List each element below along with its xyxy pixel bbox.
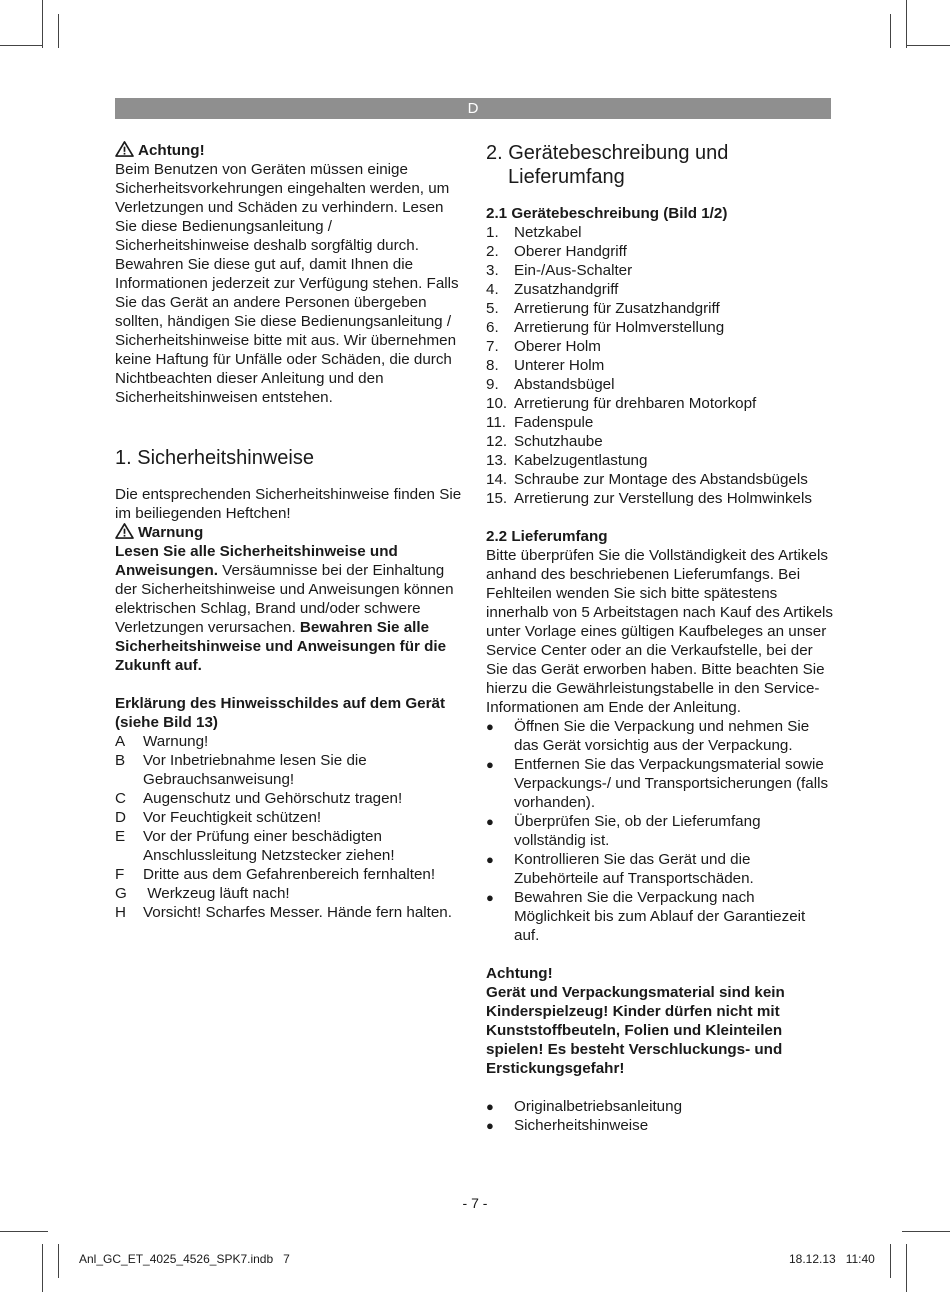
- crop-mark: [902, 1231, 950, 1232]
- bullet-icon: ●: [486, 1118, 494, 1133]
- list-item: 3. Ein-/Aus-Schalter: [486, 262, 633, 279]
- list-item: C Augenschutz und Gehörschutz tragen!: [115, 790, 403, 807]
- list-item: 11. Fadenspule: [486, 414, 594, 431]
- list-item: 1. Netzkabel: [486, 224, 582, 241]
- list-item: 9. Abstandsbügel: [486, 376, 615, 393]
- crop-mark: [906, 0, 907, 48]
- list-item: A Warnung!: [115, 733, 209, 750]
- language-header-bar: [115, 98, 831, 119]
- included-items-list: [486, 1097, 834, 1135]
- left-column: [115, 141, 463, 922]
- list-item: ● Bewahren Sie die Verpackung nach Möglichkeit bis zum Ablauf der Garantiezeit auf.: [486, 889, 806, 944]
- crop-mark: [0, 45, 42, 46]
- unpacking-steps-list: [486, 717, 834, 945]
- list-item: 4. Zusatzhandgriff: [486, 281, 619, 298]
- bullet-icon: ●: [486, 719, 494, 734]
- list-item: ● Originalbetriebsanleitung: [486, 1098, 683, 1115]
- crop-mark: [58, 1244, 59, 1278]
- warnung-heading: [115, 523, 463, 542]
- crop-mark: [890, 14, 891, 48]
- list-item: B Vor Inbetriebnahme lesen Sie die Gebrauchsanweisung!: [115, 752, 367, 788]
- list-item: 15. Arretierung zur Verstellung des Holmwinkels: [486, 490, 812, 507]
- warnung-bold-lead: Lesen Sie alle Sicherheitshinweise und Anweisungen.: [115, 543, 398, 579]
- achtung-title: Achtung!: [138, 142, 205, 159]
- crop-mark: [0, 1231, 48, 1232]
- sign-explanation-list: [115, 732, 463, 922]
- file-slug: Anl_GC_ET_4025_4526_SPK7.indb 7: [79, 1252, 290, 1266]
- section1-title: 1. Sicherheitshinweise: [115, 447, 314, 469]
- warnung-bold-tail: Bewahren Sie alle Sicherheitshinweise und Anweisungen für die Zukunft auf.: [115, 619, 447, 674]
- caution-title: Achtung!: [486, 965, 553, 982]
- crop-mark: [890, 1244, 891, 1278]
- print-timestamp: 18.12.13 11:40: [789, 1252, 875, 1266]
- section2-title: 2. Gerätebeschreibung und Lieferumfang: [486, 142, 729, 188]
- warnung-paragraph: [115, 542, 463, 675]
- list-item: E Vor der Prüfung einer beschädigten Anschlussleitung Netzstecker ziehen!: [115, 828, 395, 864]
- list-item: ● Überprüfen Sie, ob der Lieferumfang vollständig ist.: [486, 813, 761, 849]
- list-item: D Vor Feuchtigkeit schützen!: [115, 809, 322, 826]
- crop-mark: [42, 0, 43, 48]
- parts-list: [486, 223, 834, 508]
- language-code: D: [467, 100, 479, 117]
- list-item: 2. Oberer Handgriff: [486, 243, 627, 260]
- list-item: 12. Schutzhaube: [486, 433, 603, 450]
- warning-triangle-icon: [115, 141, 134, 157]
- bullet-icon: ●: [486, 1099, 494, 1114]
- list-item: G Werkzeug läuft nach!: [115, 885, 290, 902]
- crop-mark: [906, 1244, 907, 1292]
- list-item: ● Entfernen Sie das Verpackungsmaterial sowie Verpackungs-/ und Transportsicherungen (falls vorhanden).: [486, 756, 829, 811]
- right-column: [486, 141, 834, 1135]
- list-item: 6. Arretierung für Holmverstellung: [486, 319, 725, 336]
- sub22-text: Bitte überprüfen Sie die Vollständigkeit des Artikels anhand des beschriebenen Lieferumfangs. Bei Fehlteilen wenden Sie sich bitte spätestens innerhalb von 5 Arbeitstagen nach Kauf des Artikels unter Vorlage eines gültigen Kaufbeleges an unser Service Center oder an die Verkaufstelle, bei der Sie das Gerät erworben haben. Bitte beachten Sie hierzu die Gewährleistungstabelle in den Service-Informationen am Ende der Anleitung.: [486, 547, 834, 716]
- bullet-icon: ●: [486, 852, 494, 867]
- warnung-title: Warnung: [138, 524, 204, 541]
- warnung-text: Versäumnisse bei der Einhaltung der Sicherheitshinweise und Anweisungen können elektrischen Schlag, Brand und/oder schwere Verletzungen verursachen.: [115, 562, 454, 636]
- bullet-icon: ●: [486, 757, 494, 772]
- achtung-heading: [115, 141, 463, 160]
- page-number: - 7 -: [462, 1195, 488, 1211]
- bullet-icon: ●: [486, 890, 494, 905]
- list-item: H Vorsicht! Scharfes Messer. Hände fern halten.: [115, 904, 452, 921]
- bullet-icon: ●: [486, 814, 494, 829]
- sub21-title: 2.1 Gerätebeschreibung (Bild 1/2): [486, 205, 728, 222]
- caution-text: Gerät und Verpackungsmaterial sind kein Kinderspielzeug! Kinder dürfen nicht mit Kunststoffbeuteln, Folien und Kleinteilen spielen! Es besteht Verschluckungs- und Erstickungsgefahr!: [486, 984, 785, 1077]
- section1-intro: Die entsprechenden Sicherheitshinweise finden Sie im beiliegenden Heftchen!: [115, 486, 462, 522]
- list-item: 13. Kabelzugentlastung: [486, 452, 648, 469]
- list-item: 10. Arretierung für drehbaren Motorkopf: [486, 395, 757, 412]
- achtung-text: Beim Benutzen von Geräten müssen einige Sicherheitsvorkehrungen eingehalten werden, um Verletzungen und Schäden zu verhindern. Lesen Sie diese Bedienungsanleitung / Sicherheitshinweise deshalb sorgfältig durch. Bewahren Sie diese gut auf, damit Ihnen die Informationen jederzeit zur Verfügung stehen. Falls Sie das Gerät an andere Personen übergeben sollten, händigen Sie diese Bedienungsanleitung / Sicherheitshinweise bitte mit aus. Wir übernehmen keine Haftung für Unfälle oder Schäden, die durch Nichtbeachten dieser Anleitung und den Sicherheitshinweisen entstehen.: [115, 161, 459, 406]
- list-item: 5. Arretierung für Zusatzhandgriff: [486, 300, 720, 317]
- sign-explanation-title: Erklärung des Hinweisschildes auf dem Gerät (siehe Bild 13): [115, 695, 446, 731]
- list-item: 7. Oberer Holm: [486, 338, 601, 355]
- sub22-title: 2.2 Lieferumfang: [486, 528, 608, 545]
- crop-mark: [42, 1244, 43, 1292]
- warning-triangle-icon: [115, 523, 134, 539]
- list-item: ● Öffnen Sie die Verpackung und nehmen Sie das Gerät vorsichtig aus der Verpackung.: [486, 718, 810, 754]
- list-item: 14. Schraube zur Montage des Abstandsbügels: [486, 471, 808, 488]
- list-item: ● Sicherheitshinweise: [486, 1117, 649, 1134]
- list-item: 8. Unterer Holm: [486, 357, 605, 374]
- list-item: F Dritte aus dem Gefahrenbereich fernhalten!: [115, 866, 436, 883]
- crop-mark: [907, 45, 950, 46]
- list-item: ● Kontrollieren Sie das Gerät und die Zubehörteile auf Transportschäden.: [486, 851, 754, 887]
- crop-mark: [58, 14, 59, 48]
